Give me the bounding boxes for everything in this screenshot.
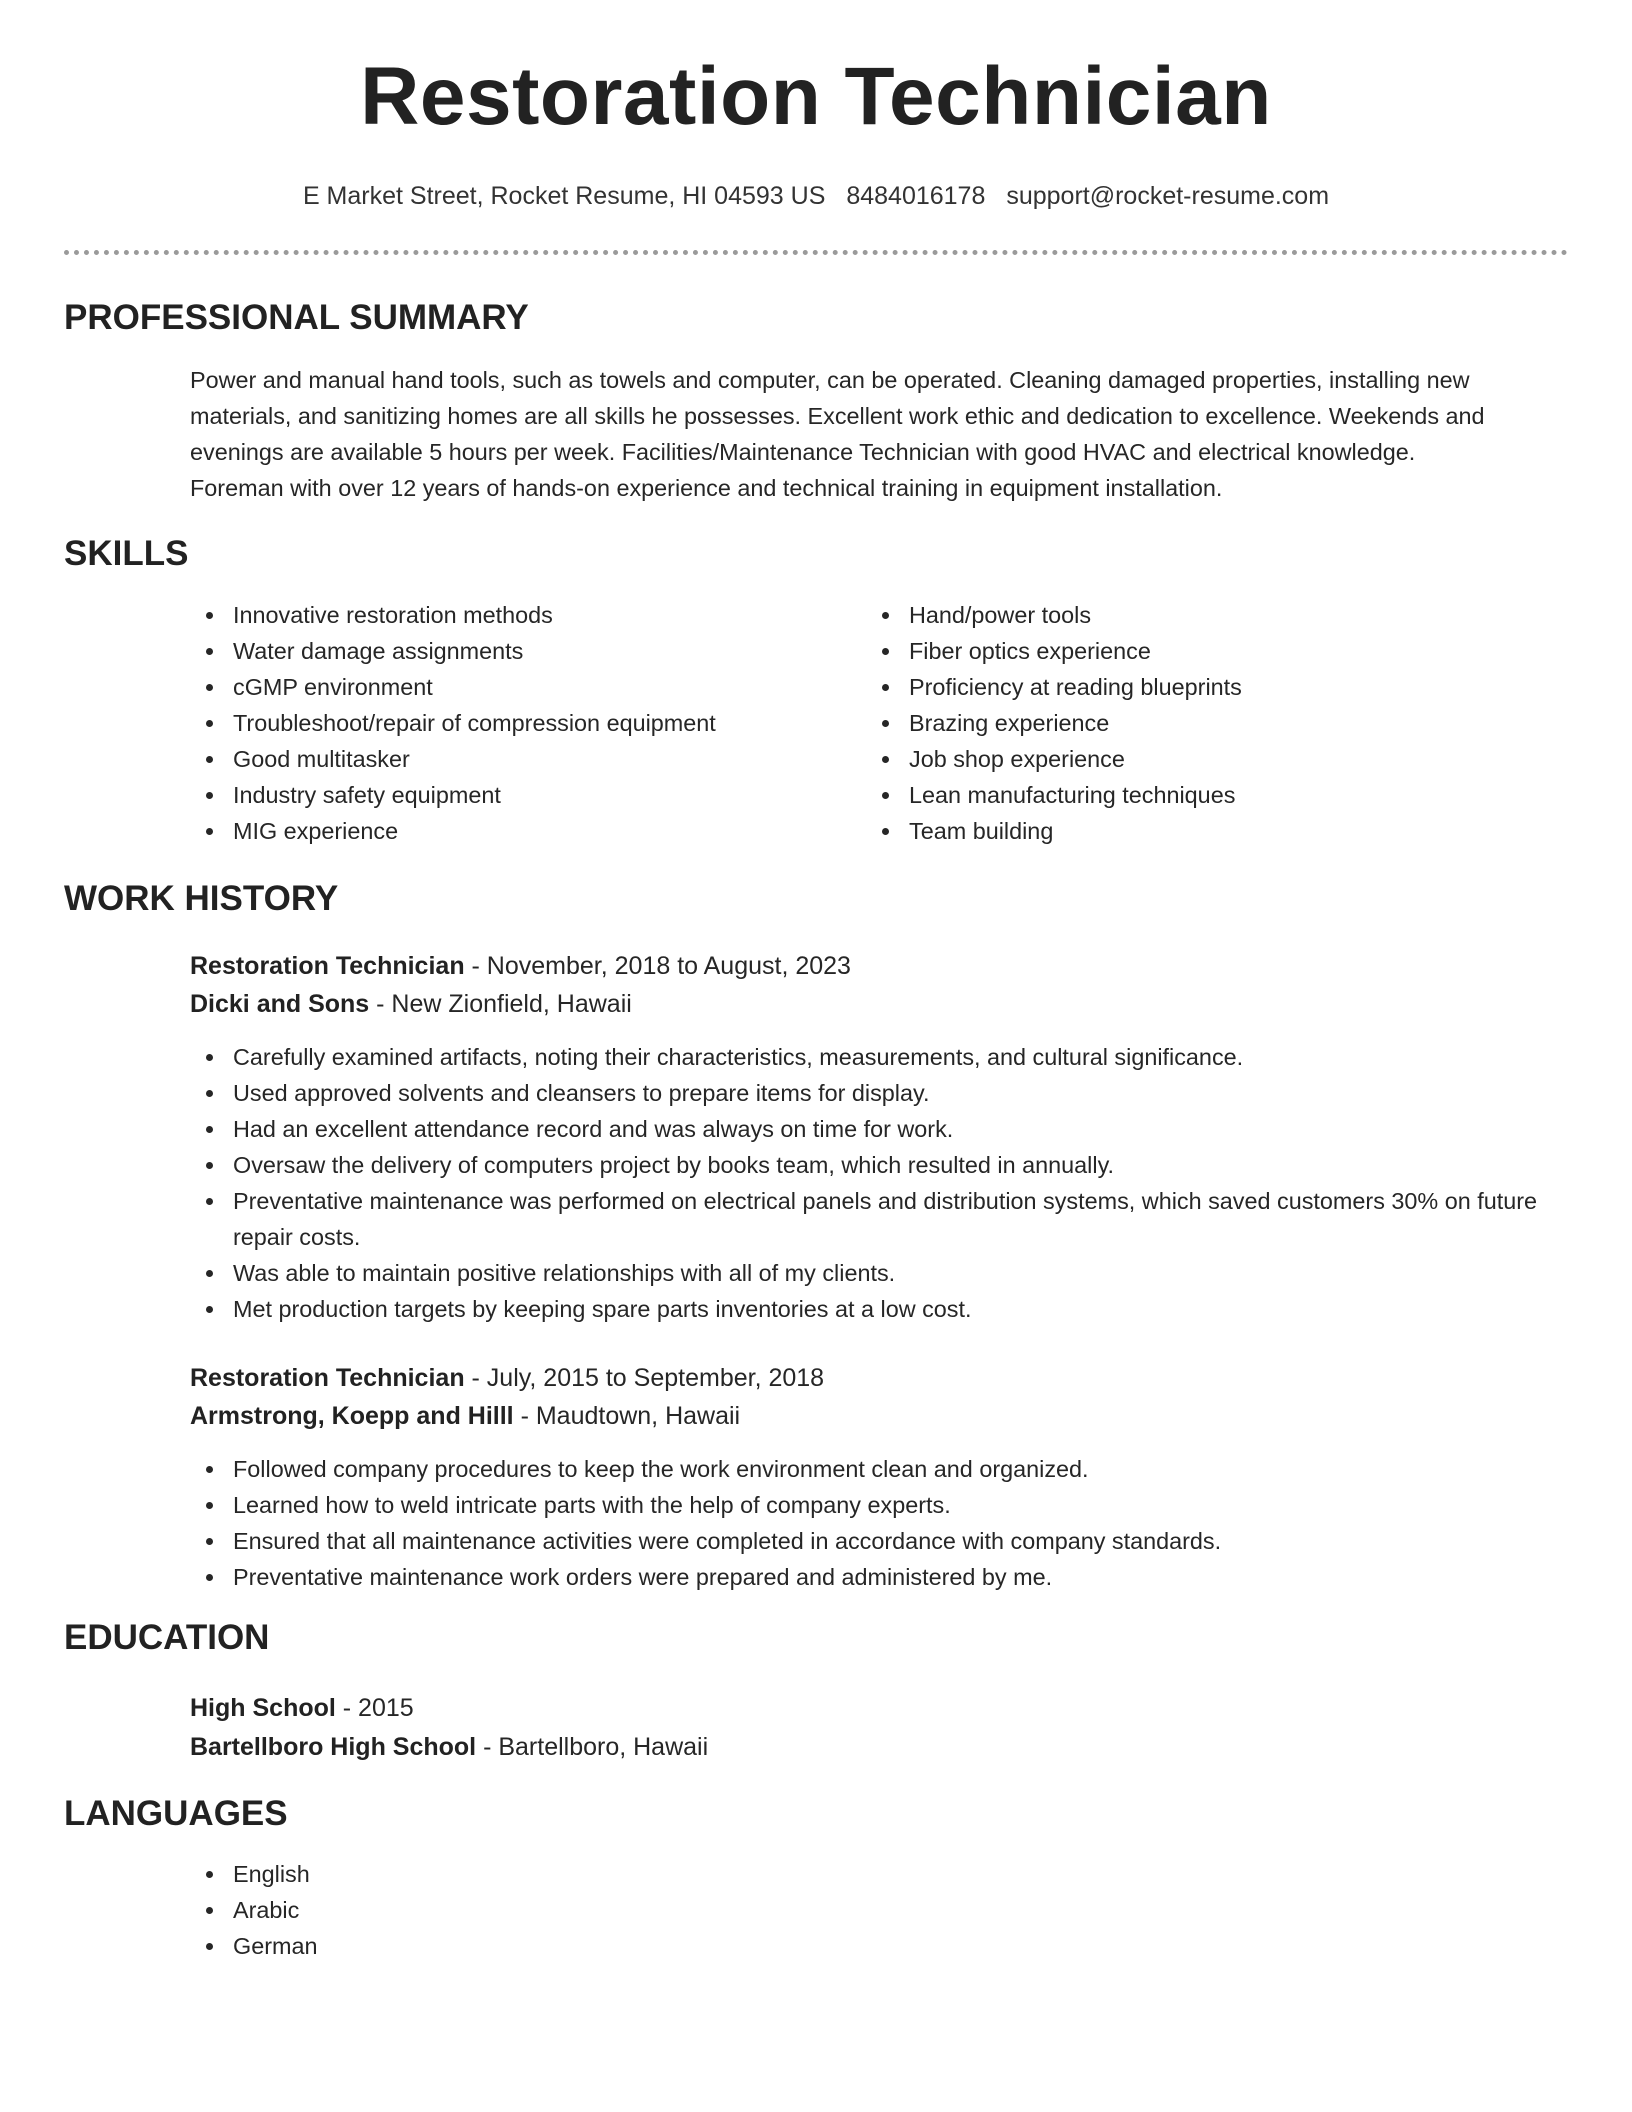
skill-item: Hand/power tools xyxy=(866,597,1506,633)
job-title-line xyxy=(190,948,851,984)
skill-item: cGMP environment xyxy=(190,669,830,705)
duty-item: Had an excellent attendance record and was always on time for work. xyxy=(190,1111,1570,1147)
job-duties-list xyxy=(190,1451,1570,1595)
duty-item: Oversaw the delivery of computers project by books team, which resulted in annually. xyxy=(190,1147,1570,1183)
job-company: Armstrong, Koepp and Hilll xyxy=(190,1402,514,1430)
languages-block xyxy=(190,1856,1570,1964)
skill-item: Troubleshoot/repair of compression equipment xyxy=(190,705,830,741)
section-title-skills: SKILLS xyxy=(64,534,189,573)
summary-text xyxy=(190,362,1570,506)
skills-list-right xyxy=(866,597,1506,849)
education-location: - Bartellboro, Hawaii xyxy=(476,1733,709,1761)
duty-item: Followed company procedures to keep the work environment clean and organized. xyxy=(190,1451,1570,1487)
contact-line xyxy=(0,180,1632,213)
resume-name: Restoration Technician xyxy=(360,51,1272,142)
languages-list xyxy=(190,1856,1570,1964)
language-item: Arabic xyxy=(190,1892,1570,1928)
job-title-line xyxy=(190,1360,824,1396)
contact-email: support@rocket-resume.com xyxy=(1006,182,1330,210)
skill-item: Innovative restoration methods xyxy=(190,597,830,633)
job-title: Restoration Technician xyxy=(190,952,465,980)
skill-item: Lean manufacturing techniques xyxy=(866,777,1506,813)
skill-item: Team building xyxy=(866,813,1506,849)
section-title-summary: PROFESSIONAL SUMMARY xyxy=(64,298,529,337)
skill-item: MIG experience xyxy=(190,813,830,849)
skill-item: Proficiency at reading blueprints xyxy=(866,669,1506,705)
education-year: - 2015 xyxy=(335,1694,414,1722)
contact-phone: 8484016178 xyxy=(846,182,986,210)
job-company: Dicki and Sons xyxy=(190,990,370,1018)
skill-item: Industry safety equipment xyxy=(190,777,830,813)
summary-line: evenings are available 5 hours per week. Facilities/Maintenance Technician with good HVAC and electrical knowledge. xyxy=(190,439,1416,465)
duty-item: Used approved solvents and cleansers to prepare items for display. xyxy=(190,1075,1570,1111)
job-company-line xyxy=(190,986,632,1022)
duty-item: Was able to maintain positive relationships with all of my clients. xyxy=(190,1255,1570,1291)
skill-item: Good multitasker xyxy=(190,741,830,777)
job-company-line xyxy=(190,1398,740,1434)
skill-item: Fiber optics experience xyxy=(866,633,1506,669)
duty-item: Preventative maintenance work orders were prepared and administered by me. xyxy=(190,1559,1570,1595)
skill-item: Water damage assignments xyxy=(190,633,830,669)
section-title-education: EDUCATION xyxy=(64,1618,270,1657)
skills-right-column xyxy=(866,597,1506,849)
duty-item: Preventative maintenance was performed on electrical panels and distribution systems, which saved customers 30% on future repair costs. xyxy=(190,1183,1570,1255)
education-school-line xyxy=(190,1729,708,1765)
section-title-languages: LANGUAGES xyxy=(64,1794,288,1833)
summary-line: materials, and sanitizing homes are all skills he possesses. Excellent work ethic and dedication to excellence. Weekends and xyxy=(190,403,1485,429)
job-title: Restoration Technician xyxy=(190,1364,465,1392)
contact-address: E Market Street, Rocket Resume, HI 04593 US xyxy=(302,182,826,210)
job-dates: - November, 2018 to August, 2023 xyxy=(464,952,851,980)
education-degree-line xyxy=(190,1690,414,1726)
duty-item: Learned how to weld intricate parts with the help of company experts. xyxy=(190,1487,1570,1523)
education-school: Bartellboro High School xyxy=(190,1733,477,1761)
skill-item: Job shop experience xyxy=(866,741,1506,777)
education-degree: High School xyxy=(190,1694,336,1722)
header-divider xyxy=(64,250,1568,255)
job-duties xyxy=(190,1451,1570,1595)
skill-item: Brazing experience xyxy=(866,705,1506,741)
section-title-work: WORK HISTORY xyxy=(64,879,339,918)
job-location: - New Zionfield, Hawaii xyxy=(369,990,632,1018)
language-item: German xyxy=(190,1928,1570,1964)
job-dates: - July, 2015 to September, 2018 xyxy=(464,1364,825,1392)
summary-line: Power and manual hand tools, such as towels and computer, can be operated. Cleaning damaged properties, installing new xyxy=(190,367,1470,393)
skills-list-left xyxy=(190,597,830,849)
language-item: English xyxy=(190,1856,1570,1892)
duty-item: Met production targets by keeping spare parts inventories at a low cost. xyxy=(190,1291,1570,1327)
job-duties xyxy=(190,1039,1570,1327)
job-location: - Maudtown, Hawaii xyxy=(513,1402,741,1430)
skills-left-column xyxy=(190,597,830,849)
job-duties-list xyxy=(190,1039,1570,1327)
duty-item: Ensured that all maintenance activities were completed in accordance with company standards. xyxy=(190,1523,1570,1559)
summary-line: Foreman with over 12 years of hands-on experience and technical training in equipment installation. xyxy=(190,475,1223,501)
duty-item: Carefully examined artifacts, noting their characteristics, measurements, and cultural significance. xyxy=(190,1039,1570,1075)
